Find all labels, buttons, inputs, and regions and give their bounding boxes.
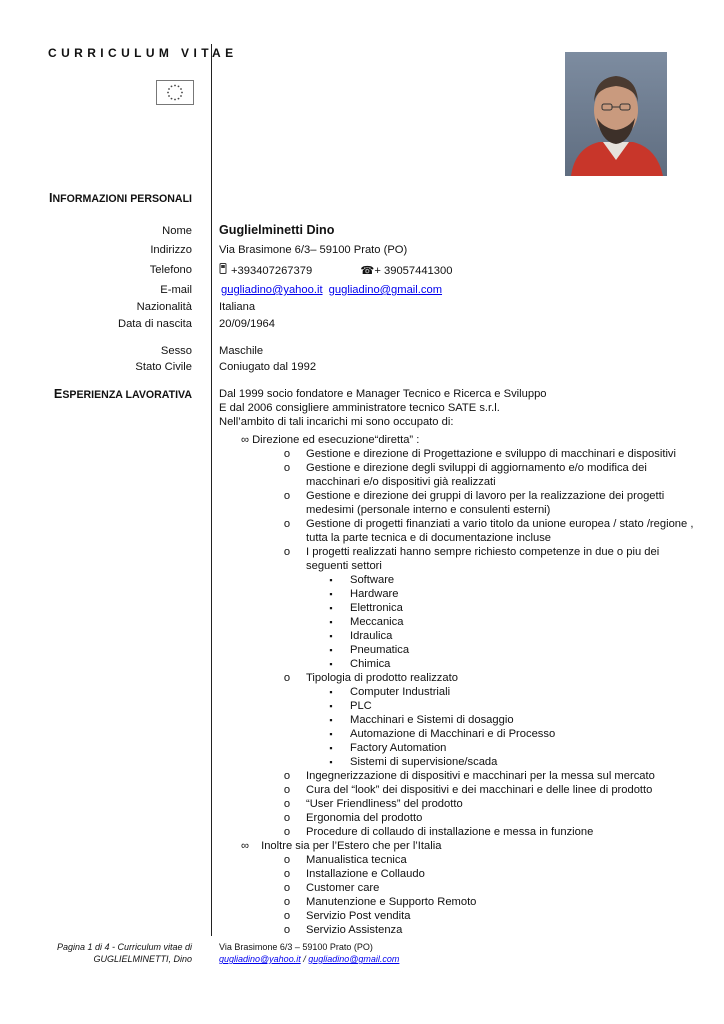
square-bullet: ▪ — [329, 729, 333, 739]
list-item-cont: macchinari e/o dispositivi già realizzati — [306, 476, 496, 488]
list-item: Ergonomia del prodotto — [306, 812, 423, 824]
experience-intro-line: Dal 1999 socio fondatore e Manager Tecnico e Ricerca e Sviluppo — [219, 388, 547, 400]
sector-item: Pneumatica — [350, 644, 410, 656]
circle-bullet: o — [283, 546, 291, 558]
label-address: Indirizzo — [150, 244, 192, 256]
square-bullet: ▪ — [329, 645, 333, 655]
sector-item: Software — [350, 574, 395, 586]
list-item: Gestione e direzione dei gruppi di lavoro per la realizzazione dei progetti — [306, 490, 665, 502]
circle-bullet: o — [283, 896, 291, 908]
list-item: Customer care — [306, 882, 380, 894]
mobile-number: +393407267379 — [231, 265, 313, 277]
label-nationality: Nazionalità — [136, 301, 192, 313]
list-item: Gestione e direzione degli sviluppi di aggiornamento e/o modifica dei — [306, 462, 647, 474]
infinity-bullet: ∞ — [241, 434, 249, 446]
sector-item: Chimica — [350, 658, 391, 670]
sector-item: Meccanica — [350, 616, 404, 628]
circle-bullet: o — [283, 784, 291, 796]
label-sex: Sesso — [160, 345, 192, 357]
value-marital-status: Coniugato dal 1992 — [219, 361, 317, 373]
footer-address: Via Brasimone 6/3 – 59100 Prato (PO) — [219, 942, 373, 952]
square-bullet: ▪ — [329, 603, 333, 613]
infinity-bullet: ∞ — [241, 840, 249, 852]
landline-number: + 39057441300 — [374, 265, 453, 277]
square-bullet: ▪ — [329, 659, 333, 669]
list-item: Manualistica tecnica — [306, 854, 407, 866]
list-item: Installazione e Collaudo — [306, 868, 425, 880]
label-phone: Telefono — [149, 264, 192, 276]
square-bullet: ▪ — [329, 743, 333, 753]
section-heading-personal: INFORMAZIONI PERSONALI — [49, 191, 192, 205]
circle-bullet: o — [283, 462, 291, 474]
profile-photo — [565, 52, 667, 176]
telephone-icon: ☎ — [360, 265, 375, 277]
list-item-cont: medesimi (personale interno e consulenti esterni) — [306, 504, 551, 516]
product-type-item: PLC — [350, 700, 372, 712]
list-item: Gestione di progetti finanziati a vario titolo da unione europea / stato /regione , — [306, 518, 694, 530]
product-type-item: Macchinari e Sistemi di dosaggio — [350, 714, 514, 726]
sector-item: Hardware — [350, 588, 399, 600]
square-bullet: ▪ — [329, 757, 333, 767]
product-type-item: Computer Industriali — [350, 686, 451, 698]
list-item: Manutenzione e Supporto Remoto — [306, 896, 477, 908]
eu-flag-icon — [156, 80, 194, 105]
label-email: E-mail — [160, 284, 192, 296]
circle-bullet: o — [283, 826, 291, 838]
list-item: “User Friendliness” del prodotto — [306, 798, 463, 810]
email-row — [221, 283, 442, 297]
email-link-gmail[interactable]: gugliadino@gmail.com — [328, 284, 443, 296]
circle-bullet: o — [283, 812, 291, 824]
section-heading-experience: ESPERIENZA LAVORATIVA — [53, 387, 192, 401]
list-item: Tipologia di prodotto realizzato — [306, 672, 458, 684]
square-bullet: ▪ — [329, 575, 333, 585]
product-type-item: Automazione di Macchinari e di Processo — [350, 728, 556, 740]
square-bullet: ▪ — [329, 631, 333, 641]
circle-bullet: o — [283, 672, 291, 684]
circle-bullet: o — [283, 868, 291, 880]
square-bullet: ▪ — [329, 701, 333, 711]
value-birthdate: 20/09/1964 — [219, 318, 275, 330]
page-footer-right — [219, 941, 399, 965]
list-item-cont: tutta la parte tecnica e di documentazione incluse — [306, 532, 552, 544]
circle-bullet: o — [283, 854, 291, 866]
page-footer-left — [57, 941, 192, 965]
sector-item: Idraulica — [350, 630, 393, 642]
circle-bullet: o — [283, 518, 291, 530]
square-bullet: ▪ — [329, 617, 333, 627]
column-divider — [211, 44, 212, 936]
label-marital-status: Stato Civile — [135, 361, 192, 373]
list-item: Ingegnerizzazione di dispositivi e macchinari per la messa sul mercato — [306, 770, 655, 782]
product-type-item: Sistemi di supervisione/scada — [350, 756, 498, 768]
cv-title: CURRICULUM VITAE — [48, 46, 238, 60]
value-nationality: Italiana — [219, 301, 256, 313]
list-item: Cura del “look” dei dispositivi e dei macchinari e delle linee di prodotto — [306, 784, 653, 796]
square-bullet: ▪ — [329, 715, 333, 725]
footer-separator: / — [300, 954, 309, 964]
list-item: Gestione e direzione di Progettazione e sviluppo di macchinari e dispositivi — [306, 448, 677, 460]
list-item: Servizio Assistenza — [306, 924, 403, 936]
label-birthdate: Data di nascita — [117, 318, 192, 330]
list-item: Procedure di collaudo di installazione e messa in funzione — [306, 826, 594, 838]
mobile-phone-icon — [219, 263, 231, 278]
value-address: Via Brasimone 6/3– 59100 Prato (PO) — [219, 244, 408, 256]
square-bullet: ▪ — [329, 687, 333, 697]
footer-email-gmail[interactable]: gugliadino@gmail.com — [308, 954, 400, 964]
square-bullet: ▪ — [329, 589, 333, 599]
list-item: Servizio Post vendita — [306, 910, 411, 922]
circle-bullet: o — [283, 770, 291, 782]
phone-row — [219, 263, 452, 278]
value-name: Guglielminetti Dino — [219, 223, 335, 237]
experience-intro-line: E dal 2006 consigliere amministratore tecnico SATE s.r.l. — [219, 402, 500, 414]
list-item-cont: seguenti settori — [306, 560, 382, 572]
circle-bullet: o — [283, 882, 291, 894]
product-type-item: Factory Automation — [350, 742, 447, 754]
list-item: I progetti realizzati hanno sempre richiesto competenze in due o piu dei — [306, 546, 660, 558]
circle-bullet: o — [283, 448, 291, 460]
footer-page-info: Pagina 1 di 4 - Curriculum vitae di — [56, 942, 192, 952]
sector-item: Elettronica — [350, 602, 403, 614]
circle-bullet: o — [283, 798, 291, 810]
label-name: Nome — [162, 225, 192, 237]
circle-bullet: o — [283, 490, 291, 502]
footer-owner-name: GUGLIELMINETTI, Dino — [93, 954, 192, 964]
list-item-section: ∞ Inoltre sia per l’Estero che per l’Italia — [241, 840, 442, 852]
value-sex: Maschile — [219, 345, 264, 357]
circle-bullet: o — [283, 924, 291, 936]
experience-intro-line: Nell’ambito di tali incarichi mi sono occupato di: — [219, 416, 454, 428]
footer-email-yahoo[interactable]: gugliadino@yahoo.it — [219, 954, 301, 964]
email-link-yahoo[interactable]: gugliadino@yahoo.it — [221, 284, 323, 296]
circle-bullet: o — [283, 910, 291, 922]
list-item-section: ∞ Direzione ed esecuzione“diretta” : — [241, 434, 420, 446]
